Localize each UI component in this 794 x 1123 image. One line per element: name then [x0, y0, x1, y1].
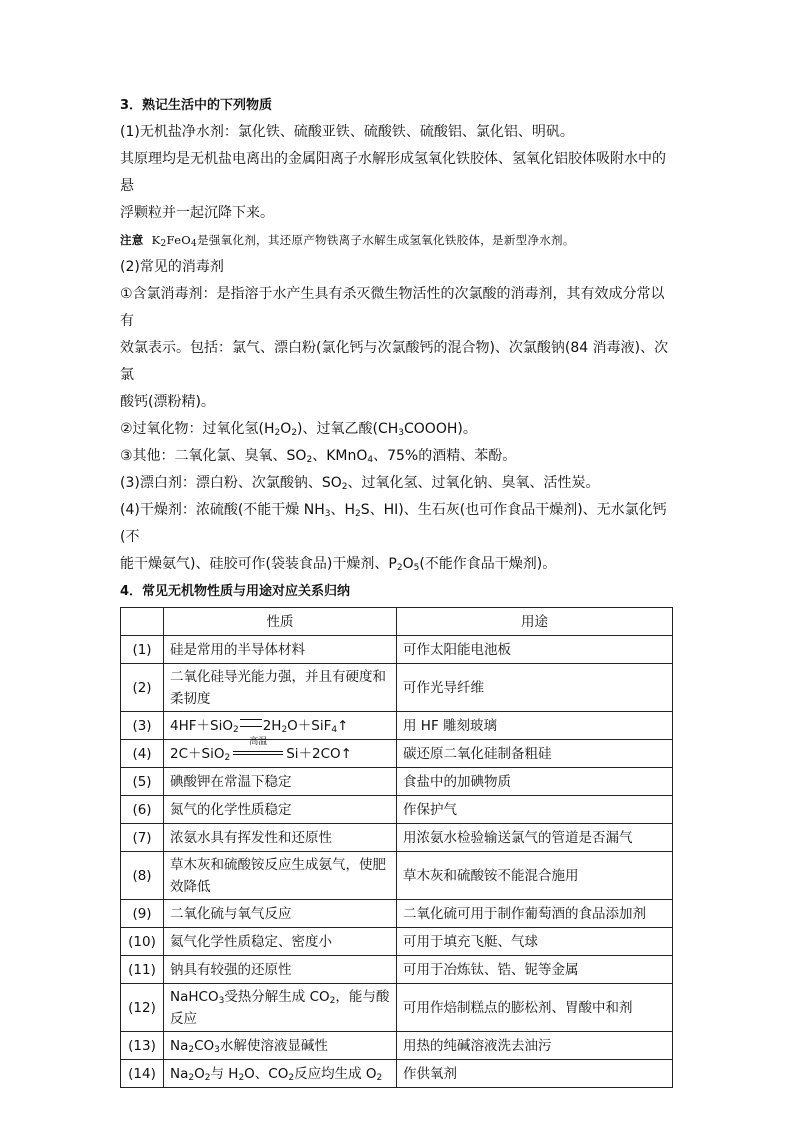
table-row: (10) 氦气化学性质稳定、密度小 可用于填充飞艇、气球	[121, 928, 673, 956]
table-header-property: 性质	[164, 608, 397, 636]
equation-c-sio2: 2C＋SiO$_2$ 高温 Si＋2CO↑	[164, 740, 397, 768]
note-formula: $K_2FeO_4$	[151, 233, 198, 249]
table-row: (1) 硅是常用的半导体材料 可作太阳能电池板	[121, 636, 673, 664]
note-label: 注意	[120, 233, 144, 247]
item2-a-line1: ①含氯消毒剂：是指溶于水产生具有杀灭微生物活性的次氯酸的消毒剂，其有效成分常以有	[120, 286, 665, 329]
note-text: 是强氧化剂，其还原产物铁离子水解生成氢氧化铁胶体，是新型净水剂。	[197, 233, 575, 247]
item3: (3)漂白剂：漂白粉、次氯酸钠、$SO_2$、过氧化氢、过氧化钠、臭氧、活性炭。	[120, 475, 600, 492]
table-row: (4) 2C＋SiO$_2$ 高温 Si＋2CO↑ 碳还原二氧化硅制备粗硅	[121, 740, 673, 768]
equals-sign	[240, 719, 262, 727]
table-row: (3) 4HF＋SiO$_2$ $2H_2O+SiF_4↑$ 用 HF 雕刻玻璃	[121, 712, 673, 740]
item2-a-line3: 酸钙(漂粉精)。	[120, 394, 215, 410]
item2-c: ③其他：二氧化氯、臭氧、$SO_2$、KMnO$_4$、75%的酒精、苯酚。	[120, 448, 517, 465]
table-row: (9) 二氧化硫与氧气反应 二氧化硫可用于制作葡萄酒的食品添加剂	[121, 900, 673, 928]
item2-title: (2)常见的消毒剂	[120, 259, 224, 275]
item4-line1: (4)干燥剂：浓硫酸(不能干燥 $NH_3$、$H_2S$、HI)、生石灰(也可作食品干燥剂)、无水氯化钙(不	[120, 502, 667, 545]
content	[120, 92, 675, 1088]
table-row: (5) 碘酸钾在常温下稳定 食盐中的加碘物质	[121, 768, 673, 796]
reaction-condition: 高温	[233, 745, 283, 761]
item1-body-line2: 浮颗粒并一起沉降下来。	[120, 205, 274, 221]
section3-heading: 3．熟记生活中的下列物质	[120, 98, 273, 113]
table-row: (14) $Na_2O_2$与 $H_2O$、$CO_2$反应均生成 $O_2$ 作供氧剂	[121, 1060, 673, 1088]
table-row: (13) $Na_2CO_3$水解使溶液显碱性 用热的纯碱溶液洗去油污	[121, 1032, 673, 1060]
table-header-use: 用途	[397, 608, 673, 636]
table-row: (7) 浓氨水具有挥发性和还原性 用浓氨水检验输送氯气的管道是否漏气	[121, 824, 673, 852]
item2-b: ②过氧化物：过氧化氢$(H_2O_2)$、过氧乙酸$(CH_3COOOH)$。	[120, 421, 477, 438]
equation-hf-sio2: 4HF＋SiO$_2$ $2H_2O+SiF_4↑$	[164, 712, 397, 740]
table-row: (8) 草木灰和硫酸铵反应生成氨气，使肥效降低 草木灰和硫酸铵不能混合施用	[121, 852, 673, 900]
item2-a-line2: 效氯表示。包括：氯气、漂白粉(氯化钙与次氯酸钙的混合物)、次氯酸钠(84 消毒液)、次氯	[120, 340, 669, 383]
table-header-row	[121, 608, 673, 636]
note-paragraph	[120, 227, 675, 254]
table-row: (11) 钠具有较强的还原性 可用于冶炼钛、锆、铌等金属	[121, 956, 673, 984]
item1-title: (1)无机盐净水剂：氯化铁、硫酸亚铁、硫酸铁、硫酸铝、氯化铝、明矾。	[120, 124, 574, 140]
section4-heading: 4．常见无机物性质与用途对应关系归纳	[120, 584, 351, 599]
table-row: (12) NaHCO$_3$受热分解生成 $CO_2$，能与酸反应 可用作焙制糕点的膨松剂、胃酸中和剂	[121, 984, 673, 1032]
table-header-num	[121, 608, 164, 636]
item1-body-line1: 其原理均是无机盐电离出的金属阳离子水解形成氢氧化铁胶体、氢氧化铝胶体吸附水中的悬	[120, 151, 666, 194]
table-row: (6) 氮气的化学性质稳定 作保护气	[121, 796, 673, 824]
item4-line2: 能干燥氨气)、硅胶可作(袋装食品)干燥剂、$P_2O_5$(不能作食品干燥剂)。	[120, 556, 557, 573]
table-row: (2) 二氧化硅导光能力强，并且有硬度和柔韧度 可作光导纤维	[121, 664, 673, 712]
property-use-table	[120, 607, 673, 1088]
